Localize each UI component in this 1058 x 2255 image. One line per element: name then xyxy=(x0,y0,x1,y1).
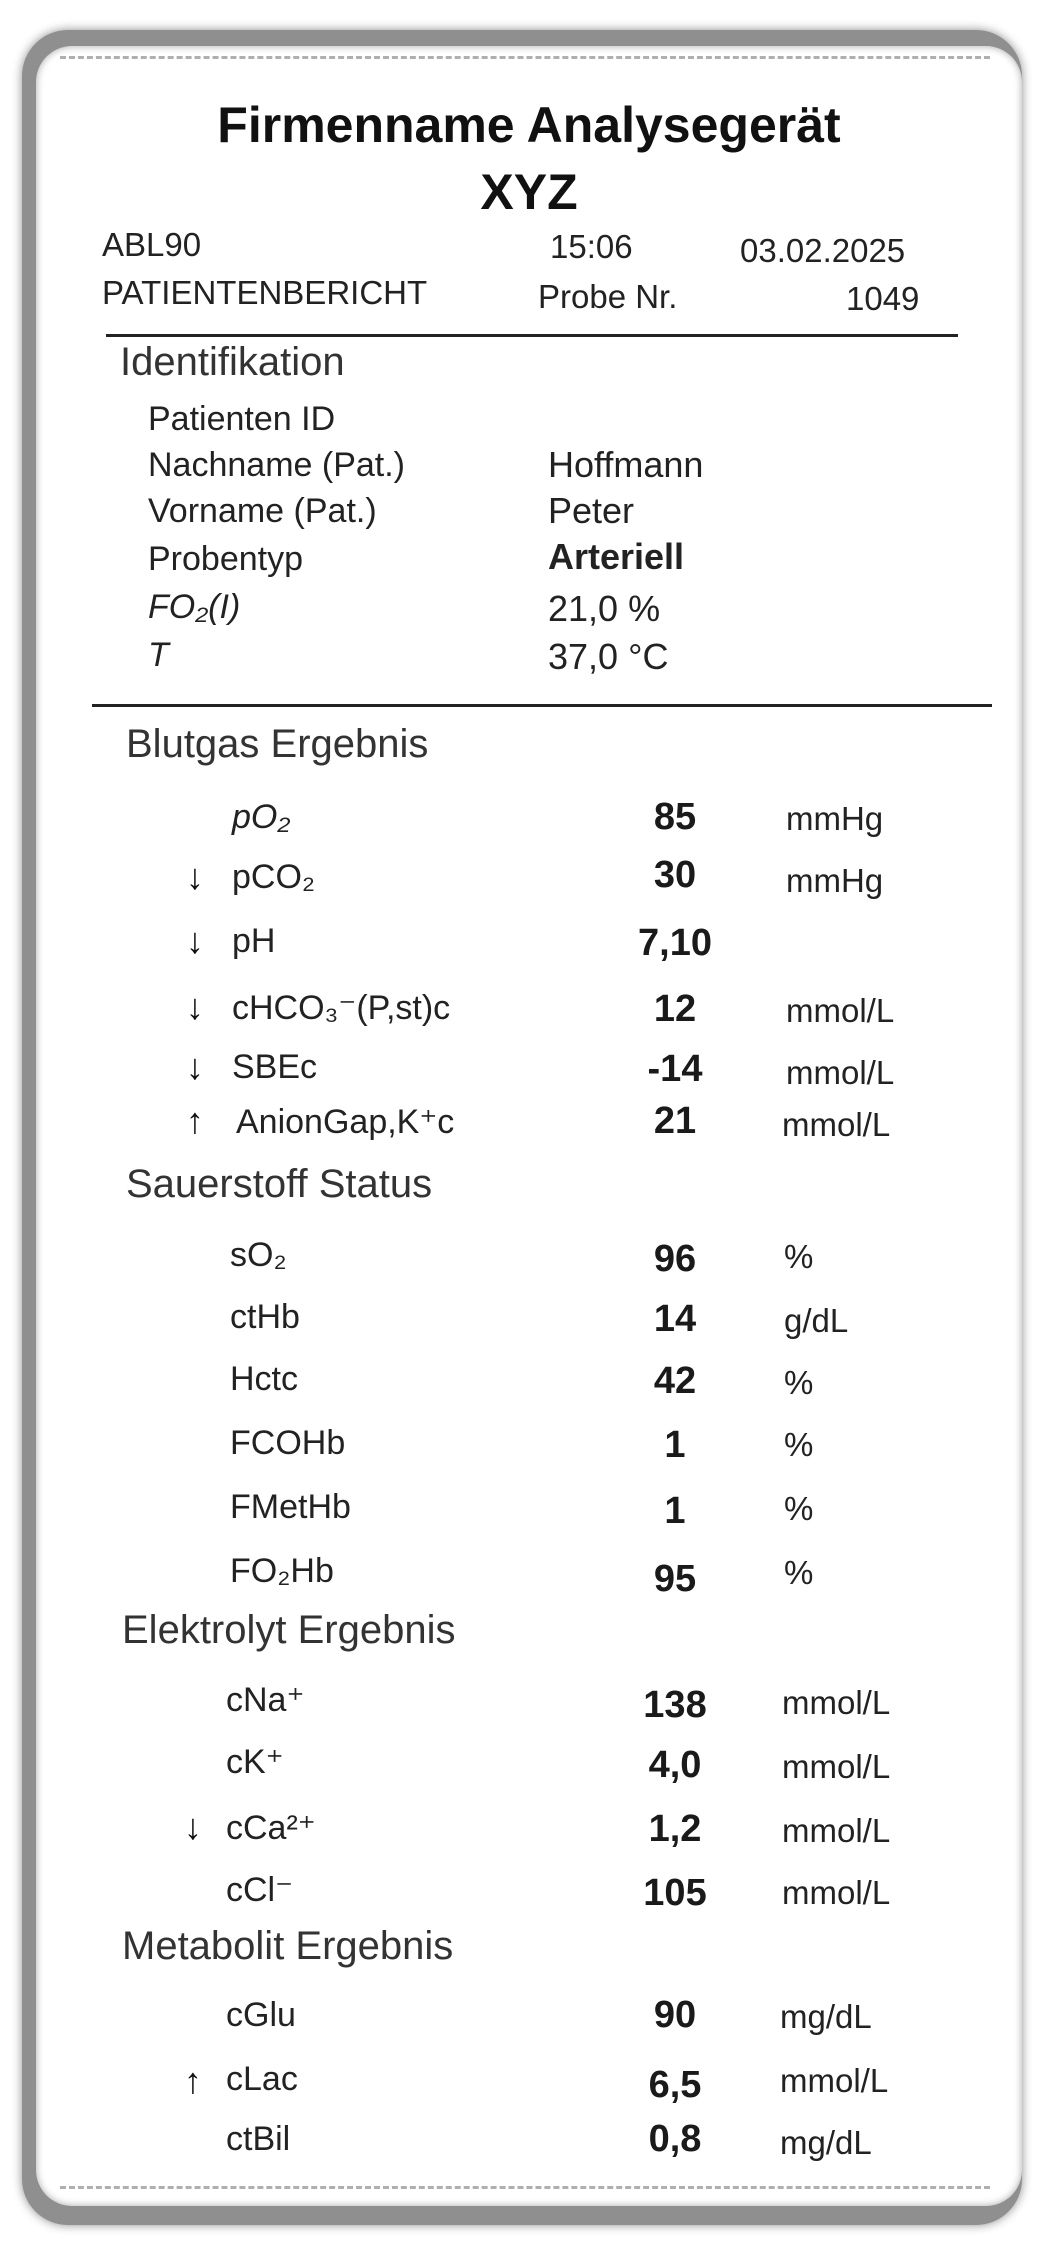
result-unit-fcohb: % xyxy=(784,1426,814,1463)
result-unit-sbe: mmol/L xyxy=(786,1054,895,1091)
result-unit-bil: mg/dL xyxy=(780,2124,872,2161)
result-unit-cl: mmol/L xyxy=(782,1874,891,1911)
result-label-lac: cLac xyxy=(226,2060,298,2098)
report-date: 03.02.2025 xyxy=(740,232,906,269)
id-value-temperature: 37,0 °C xyxy=(548,636,669,677)
result-unit-pco2: mmHg xyxy=(786,862,884,899)
result-label-bil: ctBil xyxy=(226,2120,291,2158)
result-value-glu: 90 xyxy=(653,1994,697,2036)
result-label-sbe: SBEc xyxy=(232,1048,318,1086)
result-unit-glu: mg/dL xyxy=(780,1998,872,2035)
result-label-k: cK⁺ xyxy=(226,1743,284,1781)
result-unit-cthb: g/dL xyxy=(784,1302,849,1339)
result-label-fo2hb: FO₂Hb xyxy=(230,1552,334,1590)
id-label-lastname: Nachname (Pat.) xyxy=(148,446,405,484)
section-title-bloodgas: Blutgas Ergebnis xyxy=(126,722,429,766)
report-title: Firmenname Analysegerät xyxy=(217,97,841,153)
section-title-electrolytes: Elektrolyt Ergebnis xyxy=(122,1608,456,1652)
id-label-sample-type: Probentyp xyxy=(148,540,303,578)
id-value-lastname: Hoffmann xyxy=(548,444,704,485)
arrow-down-icon: ↓ xyxy=(186,920,204,961)
id-label-firstname: Vorname (Pat.) xyxy=(148,492,377,530)
result-value-na: 138 xyxy=(643,1684,707,1726)
id-label-temperature: T xyxy=(148,636,169,674)
tear-edge-bottom xyxy=(60,2186,990,2189)
result-label-ca: cCa²⁺ xyxy=(226,1809,316,1847)
result-value-fmethb: 1 xyxy=(664,1490,686,1532)
result-value-aniongap: 21 xyxy=(653,1100,697,1142)
result-unit-fo2hb: % xyxy=(784,1554,814,1591)
result-unit-po2: mmHg xyxy=(786,800,884,837)
result-label-pco2: pCO₂ xyxy=(232,858,316,896)
result-unit-hco3: mmol/L xyxy=(786,992,895,1029)
report-subtitle: XYZ xyxy=(480,164,578,220)
result-value-po2: 85 xyxy=(653,796,697,838)
id-value-fo2: 21,0 % xyxy=(548,588,661,629)
section-title-oxygen: Sauerstoff Status xyxy=(126,1162,433,1206)
result-unit-aniongap: mmol/L xyxy=(782,1106,891,1143)
arrow-down-icon: ↓ xyxy=(184,1806,202,1847)
arrow-down-icon: ↓ xyxy=(186,986,204,1027)
result-unit-lac: mmol/L xyxy=(780,2062,889,2099)
arrow-down-icon: ↓ xyxy=(186,856,204,897)
result-unit-hct: % xyxy=(784,1364,814,1401)
id-label-patient-id: Patienten ID xyxy=(148,400,336,438)
result-value-cl: 105 xyxy=(643,1872,707,1914)
result-value-ca: 1,2 xyxy=(648,1808,702,1850)
result-value-pco2: 30 xyxy=(653,854,697,896)
arrow-up-icon: ↑ xyxy=(184,2060,202,2101)
device-name: ABL90 xyxy=(102,226,202,263)
result-value-bil: 0,8 xyxy=(648,2118,702,2160)
sample-label: Probe Nr. xyxy=(538,278,678,315)
report-type: PATIENTENBERICHT xyxy=(102,274,428,311)
result-label-po2: pO₂ xyxy=(232,798,291,836)
result-unit-ca: mmol/L xyxy=(782,1812,891,1849)
arrow-up-icon: ↑ xyxy=(186,1100,204,1141)
header-divider xyxy=(106,334,958,337)
sample-number: 1049 xyxy=(846,280,920,317)
result-label-fcohb: FCOHb xyxy=(230,1424,346,1462)
result-value-hct: 42 xyxy=(653,1360,697,1402)
result-label-cl: cCl⁻ xyxy=(226,1871,294,1909)
identification-divider xyxy=(92,704,992,707)
result-label-na: cNa⁺ xyxy=(226,1681,305,1719)
result-unit-fmethb: % xyxy=(784,1490,814,1527)
result-value-sbe: -14 xyxy=(647,1048,703,1090)
result-label-glu: cGlu xyxy=(226,1996,296,2034)
result-label-fmethb: FMetHb xyxy=(230,1488,351,1526)
result-value-fo2hb: 95 xyxy=(653,1558,697,1600)
result-value-k: 4,0 xyxy=(648,1744,702,1786)
result-unit-k: mmol/L xyxy=(782,1748,891,1785)
result-label-cthb: ctHb xyxy=(230,1298,300,1336)
identification-title: Identifikation xyxy=(120,340,345,384)
result-unit-na: mmol/L xyxy=(782,1684,891,1721)
arrow-down-icon: ↓ xyxy=(186,1046,204,1087)
result-label-so2: sO₂ xyxy=(230,1236,287,1274)
result-label-hct: Hctc xyxy=(230,1360,298,1398)
result-label-ph: pH xyxy=(232,922,276,960)
id-label-fo2: FO₂(I) xyxy=(148,588,241,626)
id-value-sample-type: Arteriell xyxy=(548,536,685,577)
id-value-firstname: Peter xyxy=(548,490,635,531)
section-title-metabolites: Metabolit Ergebnis xyxy=(122,1924,454,1968)
result-unit-so2: % xyxy=(784,1238,814,1275)
result-value-fcohb: 1 xyxy=(664,1424,686,1466)
result-value-ph: 7,10 xyxy=(638,922,712,964)
result-value-lac: 6,5 xyxy=(648,2064,702,2106)
result-value-cthb: 14 xyxy=(653,1298,697,1340)
result-value-so2: 96 xyxy=(653,1238,697,1280)
result-label-hco3: cHCO₃⁻(P,st)c xyxy=(232,989,451,1027)
tear-edge-top xyxy=(60,56,990,59)
result-label-aniongap: AnionGap,K⁺c xyxy=(236,1103,455,1141)
report-time: 15:06 xyxy=(550,228,633,265)
result-value-hco3: 12 xyxy=(653,988,697,1030)
